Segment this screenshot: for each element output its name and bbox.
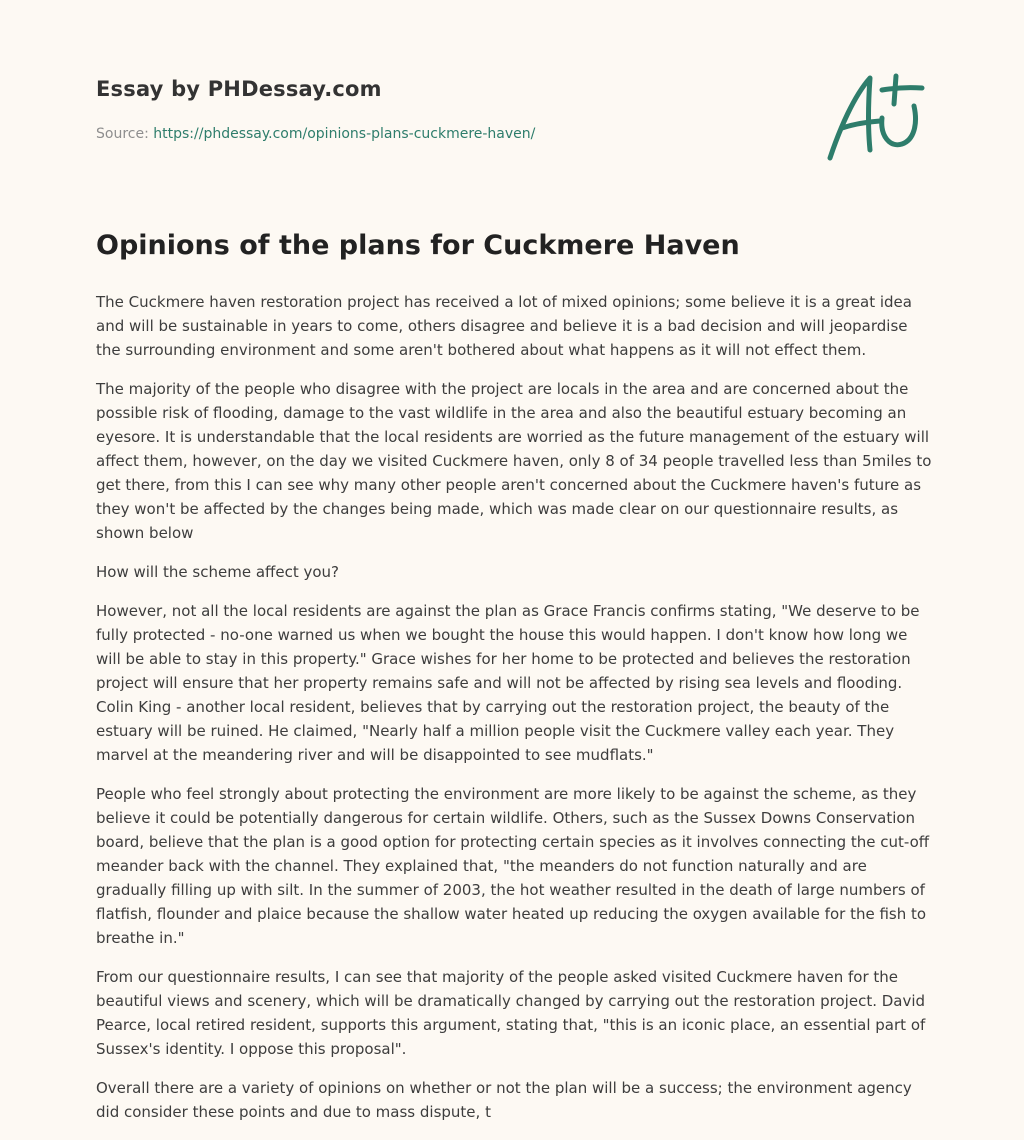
essay-title: Opinions of the plans for Cuckmere Haven <box>96 230 740 261</box>
essay-paragraph: The majority of the people who disagree with the project are locals in the area and are concerned about the possible risk of flooding, damage to the vast wildlife in the area and also the beautiful estuary becoming an eyesore. It is understandable that the local residents are worried as the future management of the estuary will affect them, however, on the day we visited Cuckmere haven, only 8 of 34 people travelled less than 5miles to get there, from this I can see why many other people aren't concerned about the Cuckmere haven's future as they won't be affected by the changes being made, which was made clear on our questionnaire results, as shown below <box>96 380 932 542</box>
source-link[interactable]: https://phdessay.com/opinions-plans-cuckmere-haven/ <box>153 126 536 142</box>
essay-paragraph: Overall there are a variety of opinions on whether or not the plan will be a success; the environment agency did consider these points and due to mass dispute, t <box>96 1079 912 1121</box>
page-header <box>96 74 796 144</box>
source-label: Source: <box>96 126 149 142</box>
essay-paragraph: How will the scheme affect you? <box>96 563 339 581</box>
site-brand: Essay by PHDessay.com <box>96 77 382 101</box>
essay-paragraph: However, not all the local residents are against the plan as Grace Francis confirms stating, "We deserve to be fully protected - no-one warned us when we bought the house this would happen. I don't know how long we will be able to stay in this property." Grace wishes for her home to be protected and believes the restoration project will ensure that her property remains safe and will not be affected by rising sea levels and flooding. Colin King - another local resident, believes that by carrying out the restoration project, the beauty of the estuary will be ruined. He claimed, "Nearly half a million people visit the Cuckmere valley each year. They marvel at the meandering river and will be disappointed to see mudflats." <box>96 602 920 764</box>
a-plus-logo-icon <box>818 66 930 166</box>
essay-paragraph: The Cuckmere haven restoration project has received a lot of mixed opinions; some believe it is a great idea and will be sustainable in years to come, others disagree and believe it is a bad decision and will jeopardise the surrounding environment and some aren't bothered about what happens as it will not effect them. <box>96 293 912 359</box>
essay-paragraph: People who feel strongly about protecting the environment are more likely to be against the scheme, as they believe it could be potentially dangerous for certain wildlife. Others, such as the Sussex Downs Conservation board, believe that the plan is a good option for protecting certain species as it involves connecting the cut-off meander back with the channel. They explained that, "the meanders do not function naturally and are gradually filling up with silt. In the summer of 2003, the hot weather resulted in the death of large numbers of flatfish, flounder and plaice because the shallow water heated up reducing the oxygen available for the fish to breathe in." <box>96 785 930 947</box>
essay-paragraph: From our questionnaire results, I can see that majority of the people asked visited Cuckmere haven for the beautiful views and scenery, which will be dramatically changed by carrying out the restoration project. David Pearce, local retired resident, supports this argument, stating that, "this is an iconic place, an essential part of Sussex's identity. I oppose this proposal". <box>96 968 926 1058</box>
source-line <box>96 124 796 144</box>
essay-content <box>96 226 932 1139</box>
